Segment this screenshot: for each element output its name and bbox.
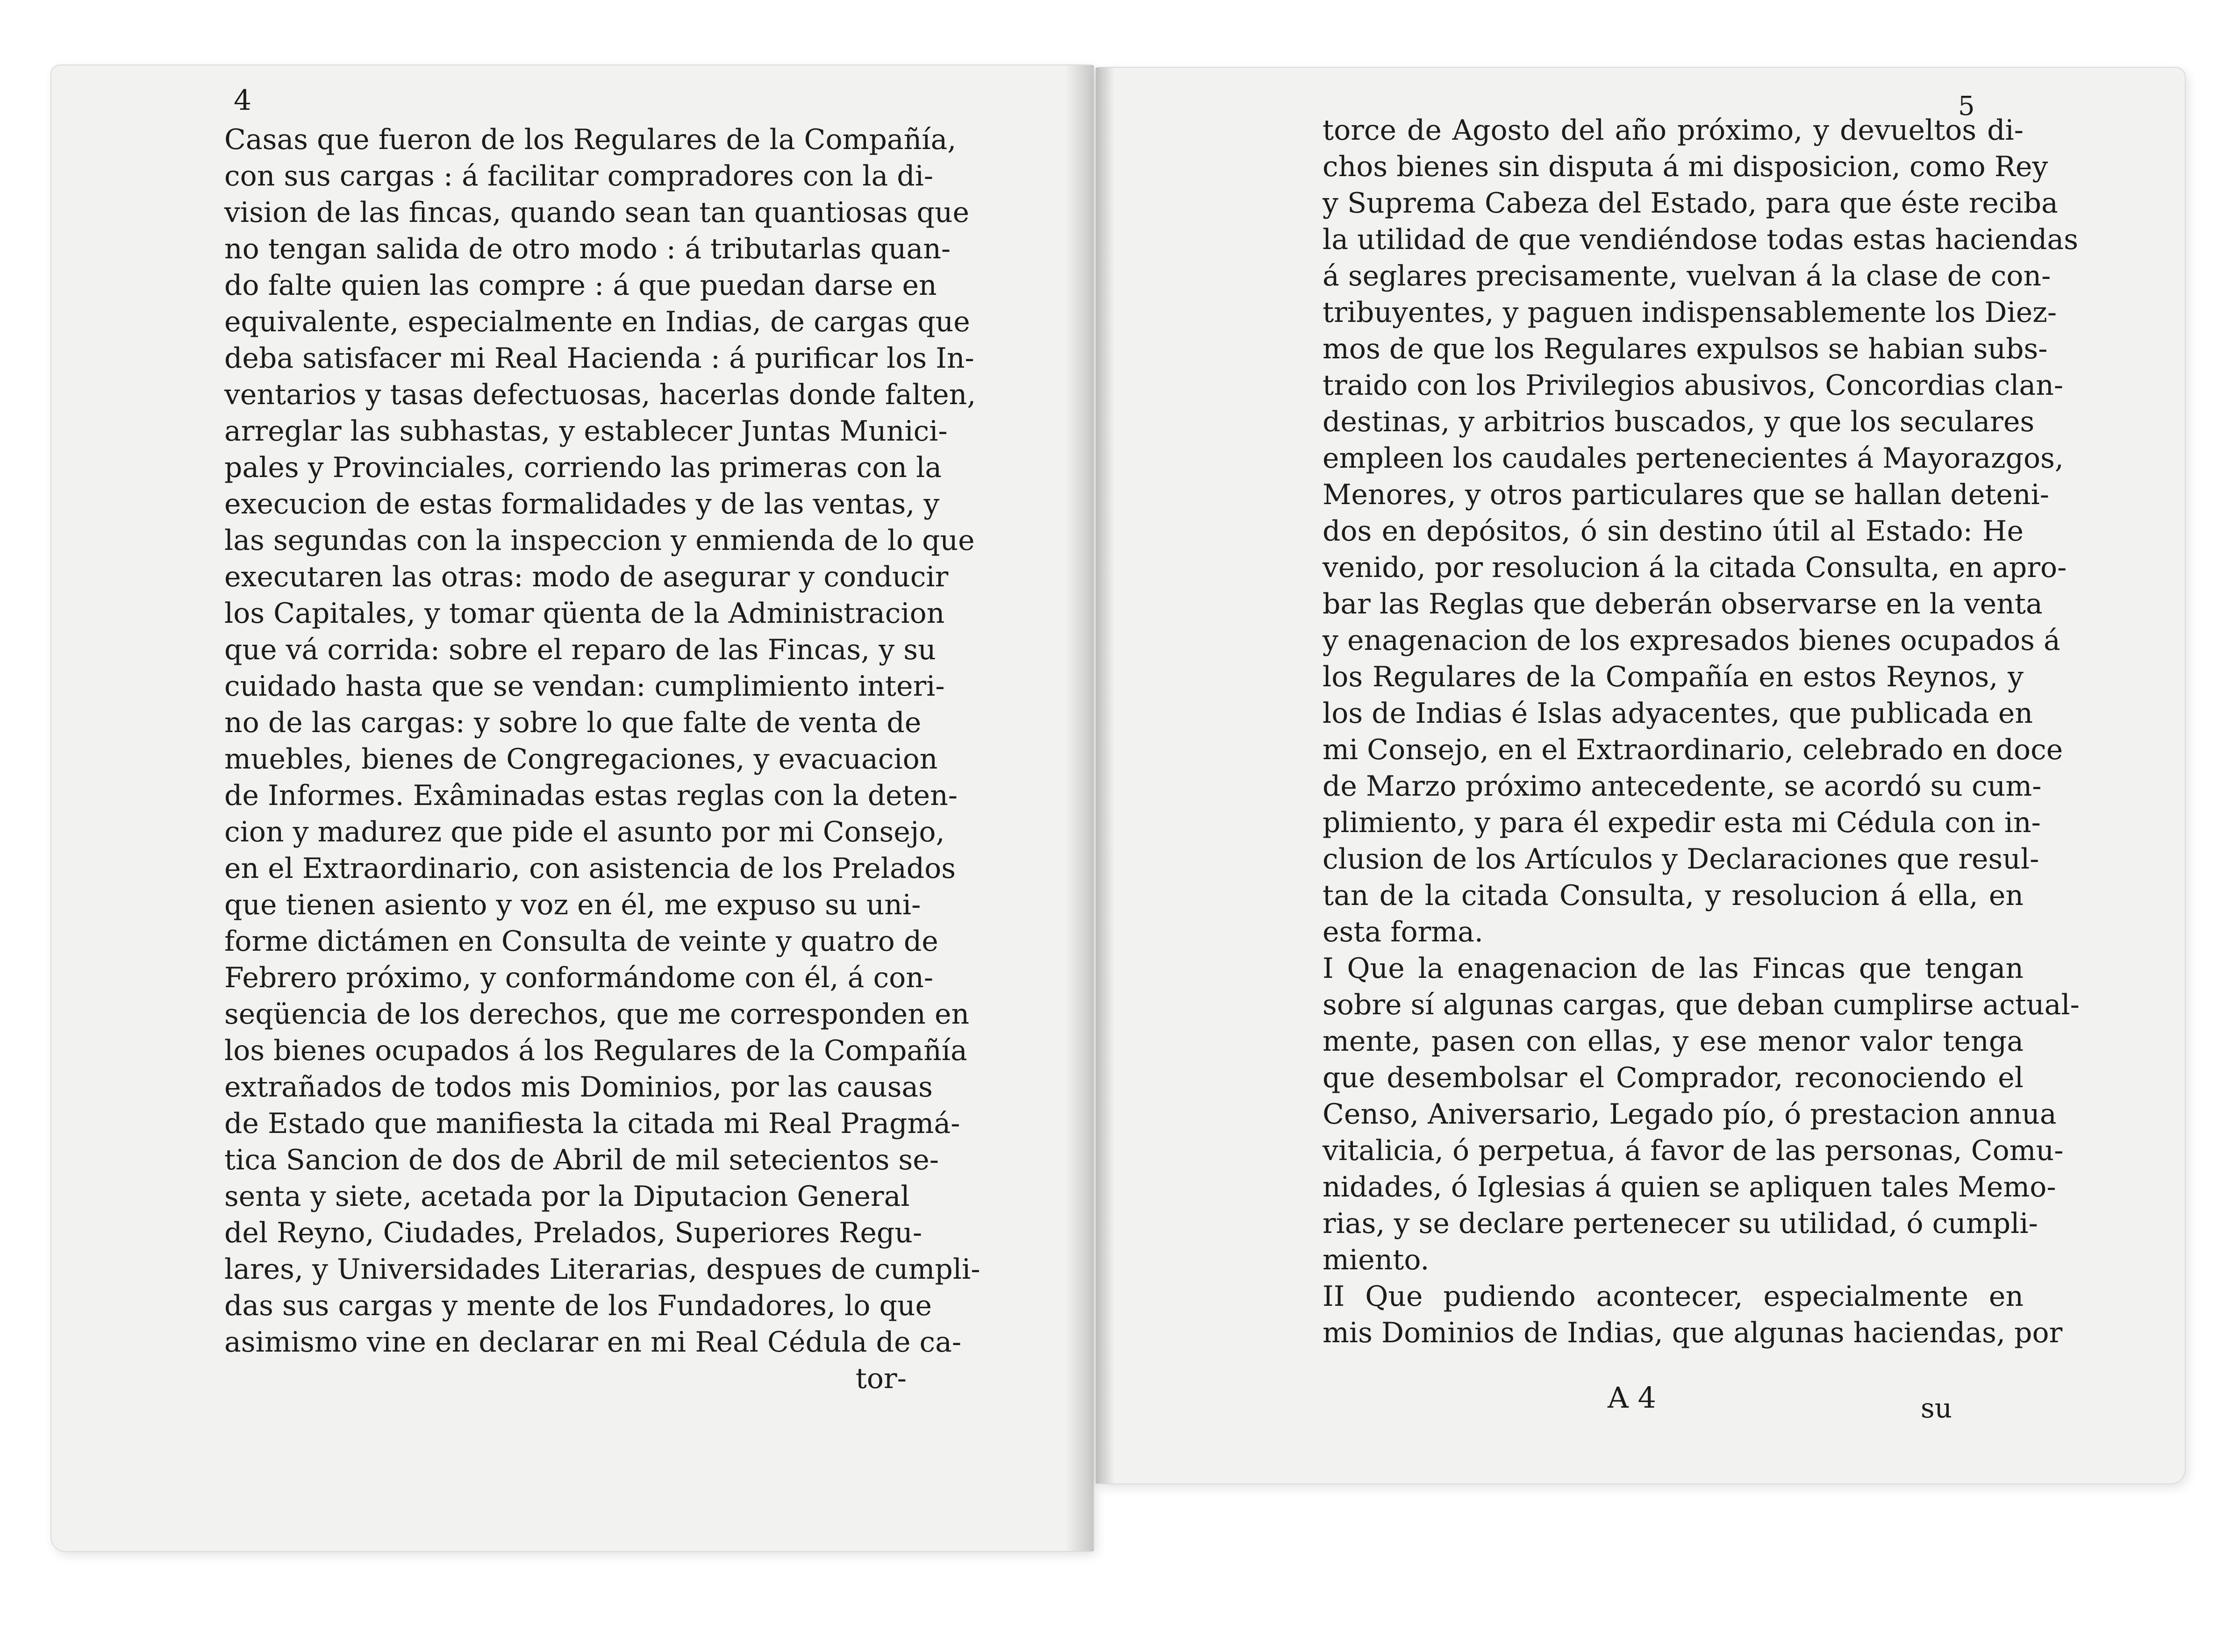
text-line: tan de la citada Consulta, y resolucion á ella, en: [1323, 879, 2024, 912]
text-line: tica Sancion de dos de Abril de mil setecientos se-: [224, 1144, 939, 1176]
text-line: en el Extraordinario, con asistencia de los Prelados: [224, 852, 956, 885]
right-page-number: 5: [1958, 91, 1975, 121]
text-line: muebles, bienes de Congregaciones, y evacuacion: [224, 743, 938, 776]
text-line: ventarios y tasas defectuosas, hacerlas donde falten,: [224, 378, 976, 411]
spine-shadow-left: [1065, 65, 1094, 1551]
text-line: vitalicia, ó perpetua, á favor de las personas, Comu-: [1323, 1134, 2064, 1167]
text-line: executaren las otras: modo de asegurar y conducir: [224, 561, 949, 593]
text-line: dos en depósitos, ó sin destino útil al Estado: He: [1323, 515, 2024, 548]
text-line: Febrero próximo, y conformándome con él, á con-: [224, 961, 934, 994]
text-line: la utilidad de que vendiéndose todas estas haciendas: [1323, 223, 2078, 256]
text-line: equivalente, especialmente en Indias, de cargas que: [224, 306, 970, 338]
catchword-left: tor-: [855, 1362, 907, 1395]
text-line: chos bienes sin disputa á mi disposicion, como Rey: [1323, 150, 2048, 183]
text-line: lares, y Universidades Literarias, despues de cumpli-: [224, 1253, 980, 1286]
text-line: clusion de los Artículos y Declaraciones que resul-: [1323, 843, 2039, 876]
text-line: del Reyno, Ciudades, Prelados, Superiores Regu-: [224, 1217, 922, 1249]
text-line: mis Dominios de Indias, que algunas haciendas, por: [1323, 1317, 2063, 1349]
text-line: los bienes ocupados á los Regulares de la Compañía: [224, 1034, 967, 1067]
text-line: empleen los caudales pertenecientes á Mayorazgos,: [1323, 442, 2064, 475]
left-page-number: 4: [234, 84, 252, 117]
text-line: asimismo vine en declarar en mi Real Cédula de ca-: [224, 1326, 962, 1359]
text-line: tribuyentes, y paguen indispensablemente los Diez-: [1323, 296, 2057, 329]
text-line: Censo, Aniversario, Legado pío, ó prestacion annua: [1323, 1098, 2057, 1131]
text-line: las segundas con la inspeccion y enmienda de lo que: [224, 524, 975, 557]
text-line: arreglar las subhastas, y establecer Juntas Munici-: [224, 415, 948, 448]
right-page-text: [1323, 112, 2080, 1351]
text-line: Menores, y otros particulares que se hallan deteni-: [1323, 478, 2050, 511]
text-line: cion y madurez que pide el asunto por mi Consejo,: [224, 816, 945, 848]
text-line: nidades, ó Iglesias á quien se apliquen tales Memo-: [1323, 1171, 2056, 1203]
text-line: no de las cargas: y sobre lo que falte de venta de: [224, 706, 922, 739]
text-line: mos de que los Regulares expulsos se habian subs-: [1323, 333, 2048, 365]
text-line: seqüencia de los derechos, que me corresponden en: [224, 998, 970, 1031]
text-line: los Capitales, y tomar qüenta de la Administracion: [224, 597, 945, 630]
text-line: das sus cargas y mente de los Fundadores, lo que: [224, 1289, 932, 1322]
text-line: esta forma.: [1323, 916, 1484, 948]
text-line: Casas que fueron de los Regulares de la Compañía,: [224, 123, 957, 156]
text-line: destinas, y arbitrios buscados, y que los seculares: [1323, 406, 2035, 438]
text-line: traido con los Privilegios abusivos, Concordias clan-: [1323, 369, 2064, 402]
spine-shadow-right: [1096, 68, 1115, 1483]
text-line: execucion de estas formalidades y de las ventas, y: [224, 488, 940, 520]
text-line: miento.: [1323, 1244, 1430, 1276]
text-line: que vá corrida: sobre el reparo de las Fincas, y su: [224, 634, 936, 666]
text-line: torce de Agosto del año próximo, y devueltos di-: [1323, 114, 2024, 147]
text-line: deba satisfacer mi Real Hacienda : á purificar los In-: [224, 342, 974, 375]
text-line: I Que la enagenacion de las Fincas que tengan: [1323, 952, 2024, 985]
text-line: II Que pudiendo acontecer, especialmente en: [1323, 1280, 2024, 1313]
text-line: mi Consejo, en el Extraordinario, celebrado en doce: [1323, 733, 2063, 766]
text-line: extrañados de todos mis Dominios, por las causas: [224, 1071, 933, 1104]
text-line: y Suprema Cabeza del Estado, para que éste reciba: [1323, 187, 2058, 220]
text-line: mente, pasen con ellas, y ese menor valor tenga: [1323, 1025, 2024, 1058]
text-line: do falte quien las compre : á que puedan darse en: [224, 269, 937, 302]
text-line: de Estado que manifiesta la citada mi Real Pragmá-: [224, 1107, 960, 1140]
text-line: cuidado hasta que se vendan: cumplimiento interi-: [224, 670, 945, 703]
text-line: no tengan salida de otro modo : á tributarlas quan-: [224, 233, 951, 265]
text-line: bar las Reglas que deberán observarse en la venta: [1323, 588, 2043, 620]
text-line: rias, y se declare pertenecer su utilidad, ó cumpli-: [1323, 1207, 2038, 1240]
text-line: venido, por resolucion á la citada Consulta, en apro-: [1323, 551, 2067, 584]
text-line: á seglares precisamente, vuelvan á la clase de con-: [1323, 260, 2051, 292]
text-line: los de Indias é Islas adyacentes, que publicada en: [1323, 697, 2033, 730]
text-line: que tienen asiento y voz en él, me expuso su uni-: [224, 889, 921, 921]
text-line: los Regulares de la Compañía en estos Reynos, y: [1323, 661, 2024, 693]
text-line: forme dictámen en Consulta de veinte y quatro de: [224, 925, 938, 958]
text-line: senta y siete, acetada por la Diputacion General: [224, 1180, 910, 1213]
text-line: de Marzo próximo antecedente, se acordó su cum-: [1323, 770, 2042, 803]
text-line: vision de las fincas, quando sean tan quantiosas que: [224, 196, 970, 229]
signature-mark: A 4: [1608, 1381, 1656, 1415]
text-line: y enagenacion de los expresados bienes ocupados á: [1323, 624, 2060, 657]
text-line: plimiento, y para él expedir esta mi Cédula con in-: [1323, 806, 2041, 839]
text-line: sobre sí algunas cargas, que deban cumplirse actual-: [1323, 989, 2080, 1021]
text-line: pales y Provinciales, corriendo las primeras con la: [224, 451, 942, 484]
text-line: con sus cargas : á facilitar compradores con la di-: [224, 160, 934, 192]
catchword-right: su: [1921, 1392, 1952, 1424]
text-line: que desembolsar el Comprador, reconociendo el: [1323, 1061, 2024, 1094]
text-line: de Informes. Exâminadas estas reglas con la deten-: [224, 779, 958, 812]
left-page-text: [224, 121, 980, 1397]
